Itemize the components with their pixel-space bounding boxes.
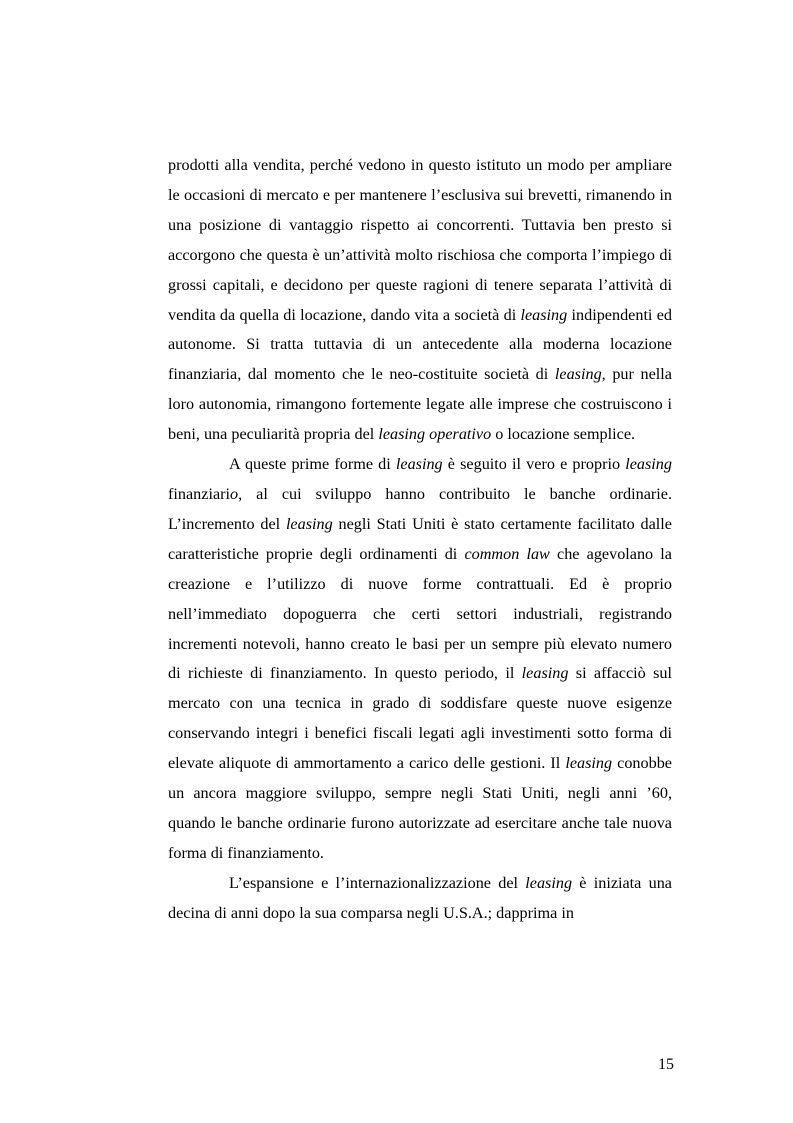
text-segment: finanziari — [168, 484, 231, 503]
paragraph-3 — [168, 869, 672, 929]
italic-term: o — [230, 484, 239, 503]
text-segment: , pur nella loro autonomia, rimangono fortemente legate alle imprese che costruiscono i beni, una peculiarità propria del — [168, 365, 672, 444]
italic-term: leasing — [521, 664, 569, 683]
italic-term: common law — [464, 544, 550, 563]
text-segment: che agevolano la creazione e l’utilizzo di nuove forme contrattuali. Ed è proprio nell’immediato dopoguerra che certi settori industriali, registrando incrementi notevoli, hanno creato le basi per un sempre più elevato numero di richieste di finanziamento. In questo periodo, il — [168, 544, 672, 683]
italic-term: leasing — [395, 455, 443, 474]
text-segment: si affacciò sul mercato con una tecnica in grado di soddisfare queste nuove esigenze conservando integri i benefici fiscali legati agli investimenti sotto forma di elevate aliquote di ammortamento a carico delle gestioni. Il — [168, 664, 672, 773]
text-segment: negli Stati Uniti è stato certamente facilitato dalle caratteristiche proprie degli ordinamenti di — [168, 514, 672, 563]
italic-term: leasing operativo — [378, 425, 492, 444]
italic-term: leasing — [565, 754, 613, 773]
text-segment: conobbe un ancora maggiore sviluppo, sempre negli Stati Uniti, negli anni ’60, quando le banche ordinarie furono autorizzate ad esercitare anche tale nuova forma di finanziamento. — [168, 754, 672, 862]
text-segment: , al cui sviluppo hanno contribuito le banche ordinarie. L’incremento del — [168, 484, 672, 533]
text-segment: indipendenti ed autonome. Si tratta tuttavia di un antecedente alla moderna locazione finanziaria, dal momento che le neo-costituite società di — [168, 305, 672, 384]
text-segment: L’espansione e l’internazionalizzazione del — [229, 873, 526, 892]
italic-term: leasing — [520, 305, 568, 324]
italic-term: leasing — [525, 873, 573, 892]
text-segment: è iniziata una decina di anni dopo la sua comparsa negli U.S.A.; dapprima in — [168, 873, 672, 922]
body-text — [168, 151, 672, 929]
italic-term: leasing — [625, 455, 672, 474]
text-segment: prodotti alla vendita, perché vedono in questo istituto un modo per ampliare le occasioni di mercato e per mantenere l’esclusiva sui brevetti, rimanendo in una posizione di vantaggio rispetto ai concorrenti. Tuttavia ben presto si accorgono che questa è un’attività molto rischiosa che comporta l’impiego di grossi capitali, e decidono per queste ragioni di tenere separata l’attività di vendita da quella di locazione, dando vita a società di — [168, 156, 672, 324]
page-number: 15 — [658, 1056, 674, 1073]
text-segment: è seguito il vero e proprio — [442, 455, 626, 474]
paragraph-1 — [168, 151, 672, 450]
italic-term: leasing — [554, 365, 602, 384]
text-segment: A queste prime forme di — [229, 455, 396, 474]
italic-term: leasing — [285, 514, 333, 533]
text-segment: o locazione semplice. — [491, 425, 636, 444]
paragraph-2 — [168, 450, 672, 869]
